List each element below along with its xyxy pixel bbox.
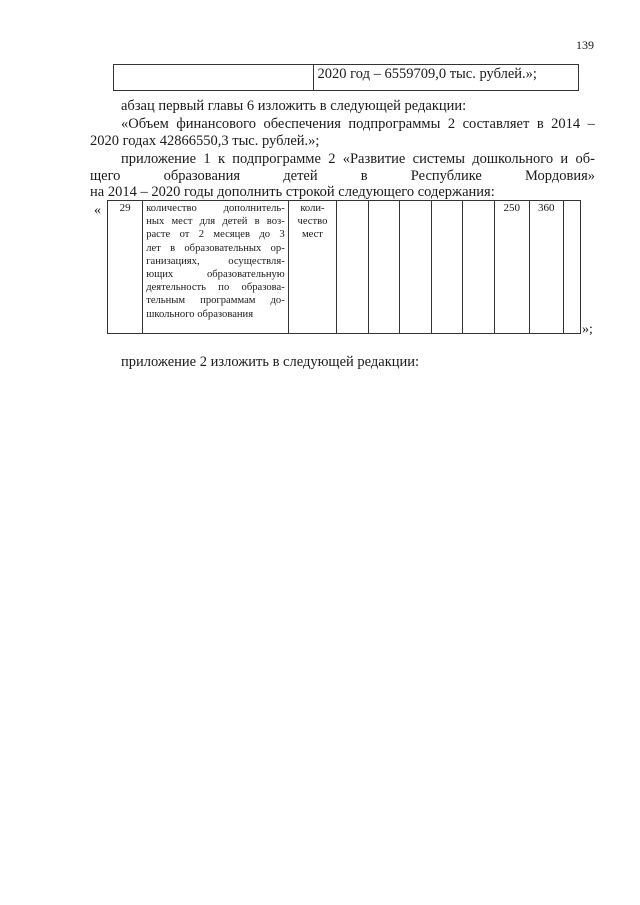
value-cell-2019: 250 <box>494 201 529 334</box>
continuation-left-cell <box>114 65 314 91</box>
description-line: школьного образования <box>146 308 254 320</box>
inserted-row-table <box>107 200 581 334</box>
word: подпрограмме <box>232 151 321 167</box>
indicator-description-cell <box>143 201 289 334</box>
word: образования <box>163 168 241 184</box>
word: составляет <box>462 116 530 132</box>
close-quote: »; <box>582 322 593 337</box>
trailing-cell <box>564 201 581 334</box>
paragraph-funding-line1 <box>121 116 595 133</box>
page-number: 139 <box>576 38 594 52</box>
paragraph-funding-line2: 2020 годах 42866550,3 тыс. рублей.»; <box>90 133 320 149</box>
word: системы <box>412 151 465 167</box>
word: детей <box>283 168 318 184</box>
paragraph-chapter6: абзац первый главы 6 изложить в следующей редакции: <box>121 98 467 114</box>
word: – <box>587 116 595 132</box>
word: подпрограммы <box>348 116 441 132</box>
description-line: ганизациях, осуществля- <box>146 255 285 267</box>
paragraph-appendix1-line1 <box>121 151 595 168</box>
paragraph-appendix1-line3: на 2014 – 2020 годы дополнить строкой следующего содержания: <box>90 184 495 200</box>
word: «Объем <box>121 116 169 132</box>
continuation-table <box>113 64 579 91</box>
word: 2 <box>328 151 336 167</box>
word: и <box>560 151 569 167</box>
word: щего <box>90 168 121 184</box>
description-line: ных мест для детей в воз- <box>146 216 285 228</box>
value-cell-2018 <box>463 201 495 334</box>
word: Республике <box>410 168 482 184</box>
continuation-right-cell: 2020 год – 6559709,0 тыс. рублей.»; <box>313 65 578 91</box>
description-line: тельным программам до- <box>146 295 285 307</box>
paragraph-appendix1-line2 <box>90 168 595 185</box>
row-number-cell: 29 <box>108 201 143 334</box>
description-line: деятельность по образова- <box>146 282 285 294</box>
description-line: ющих образовательную <box>146 269 285 281</box>
table-row <box>108 201 581 334</box>
description-line: количество дополнитель- <box>146 203 285 214</box>
word: в <box>536 116 544 132</box>
unit-cell <box>288 201 336 334</box>
word: дошкольного <box>472 151 554 167</box>
unit-line: мест <box>301 229 323 241</box>
value-cell-2015 <box>368 201 400 334</box>
word: обеспечения <box>263 116 341 132</box>
word: 1 <box>203 151 211 167</box>
value-cell-2017 <box>431 201 463 334</box>
word: 2 <box>447 116 456 132</box>
value-cell-2014 <box>337 201 369 334</box>
word: Мордовия» <box>525 168 595 184</box>
value-cell-2016 <box>400 201 432 334</box>
word: финансового <box>176 116 256 132</box>
word: к <box>217 151 225 167</box>
open-quote: « <box>94 203 101 218</box>
word: приложение <box>121 151 197 167</box>
word: в <box>360 168 368 184</box>
unit-line: коли- <box>300 203 325 214</box>
unit-line: чество <box>297 216 328 228</box>
word: об- <box>575 151 595 167</box>
paragraph-appendix2: приложение 2 изложить в следующей редакции: <box>121 354 420 370</box>
description-line: расте от 2 месяцев до 3 <box>146 229 285 241</box>
word: «Развитие <box>342 151 406 167</box>
word: 2014 <box>551 116 581 132</box>
description-line: лет в образовательных ор- <box>146 242 285 254</box>
value-cell-2020: 360 <box>529 201 564 334</box>
